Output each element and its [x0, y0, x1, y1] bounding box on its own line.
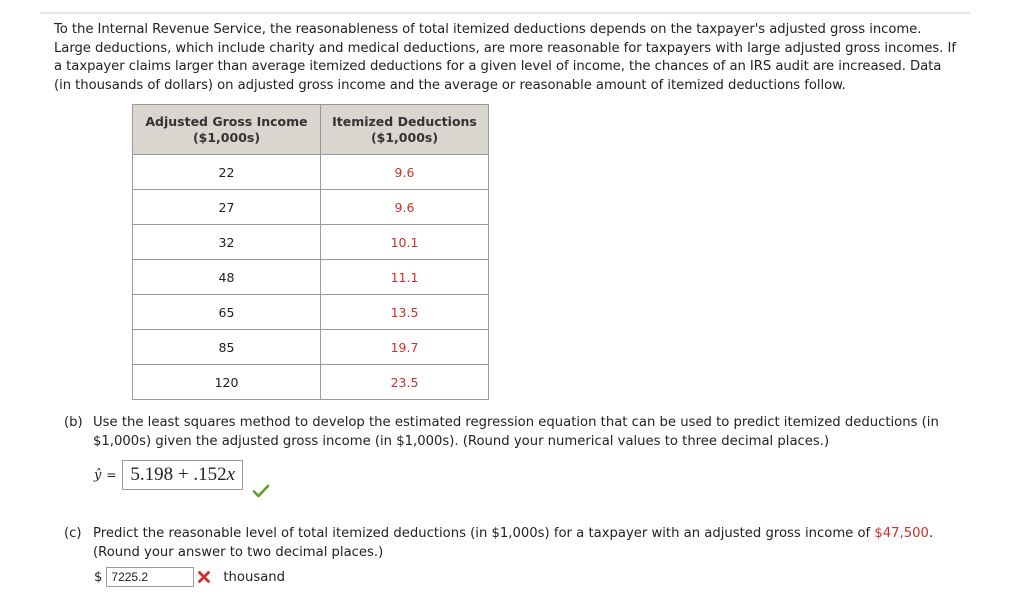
income-cell: 85 — [133, 330, 321, 365]
column-header-income-title: Adjusted Gross Income — [145, 113, 308, 129]
income-highlight: $47,500 — [874, 526, 929, 541]
checkmark-icon — [252, 483, 270, 502]
deduction-cell: 9.6 — [321, 190, 489, 225]
column-header-deductions-unit: ($1,000s) — [370, 129, 439, 145]
income-cell: 32 — [133, 225, 321, 260]
income-cell: 65 — [133, 295, 321, 330]
part-c-text-after: . — [928, 526, 934, 541]
column-header-income-unit: ($1,000s) — [192, 129, 261, 145]
income-cell: 120 — [133, 365, 321, 400]
deduction-cell: 23.5 — [321, 365, 489, 400]
income-cell: 27 — [133, 190, 321, 225]
column-header-income — [133, 105, 321, 155]
part-c-question — [64, 525, 964, 565]
deduction-cell: 13.5 — [321, 295, 489, 330]
equals-sign: = — [106, 468, 117, 482]
table-row — [133, 225, 489, 260]
deduction-cell: 10.1 — [321, 225, 489, 260]
x-mark-icon — [197, 570, 211, 584]
table-row — [133, 295, 489, 330]
part-c-label: (c) — [64, 526, 82, 541]
problem-intro: To the Internal Revenue Service, the reasonableness of total itemized deductions depends on the taxpayer's adjusted gross income. Large deductions, which include charity and medical deductions, are more reasonable for taxpayers with large adjusted gross incomes. If a taxpayer claims larger than average itemized deductions for a given level of income, the chances of an IRS audit are increased. Data (in thousands of dollars) on adjusted gross income and the average or reasonable amount of itemized deductions follow. — [54, 22, 956, 93]
deduction-cell: 11.1 — [321, 260, 489, 295]
part-b-text-line1: Use the least squares method to develop the estimated regression equation that can be used to predict itemized deductions (in — [93, 415, 939, 430]
prediction-answer-row — [94, 566, 285, 588]
regression-equation-row — [94, 459, 243, 491]
unit-label: thousand — [223, 569, 286, 585]
regression-answer-constant: 5.198 + .152 — [130, 464, 227, 485]
table-row — [133, 155, 489, 190]
income-cell: 48 — [133, 260, 321, 295]
data-table — [132, 104, 489, 400]
column-header-deductions-title: Itemized Deductions — [332, 113, 477, 129]
part-c-text-line1 — [93, 525, 933, 544]
part-c-text-before: Predict the reasonable level of total itemized deductions (in $1,000s) for a taxpayer with an adjusted gross income of — [93, 526, 875, 541]
deduction-cell: 19.7 — [321, 330, 489, 365]
part-b-label: (b) — [64, 415, 83, 430]
top-divider — [40, 12, 970, 14]
table-row — [133, 190, 489, 225]
part-b-text-line2: $1,000s) given the adjusted gross income (in $1,000s). (Round your numerical values to three decimal places.) — [93, 433, 830, 449]
part-b-question — [64, 414, 964, 454]
regression-answer-variable: x — [226, 464, 236, 485]
column-header-deductions — [321, 105, 489, 155]
table-row — [133, 260, 489, 295]
deduction-cell: 9.6 — [321, 155, 489, 190]
y-hat-symbol: ŷ — [94, 467, 102, 483]
prediction-input[interactable] — [106, 567, 194, 587]
regression-answer-field[interactable] — [122, 460, 243, 490]
table-row — [133, 365, 489, 400]
currency-symbol: $ — [94, 569, 103, 585]
part-c-text-line2: (Round your answer to two decimal places.) — [93, 544, 384, 560]
income-cell: 22 — [133, 155, 321, 190]
table-row — [133, 330, 489, 365]
